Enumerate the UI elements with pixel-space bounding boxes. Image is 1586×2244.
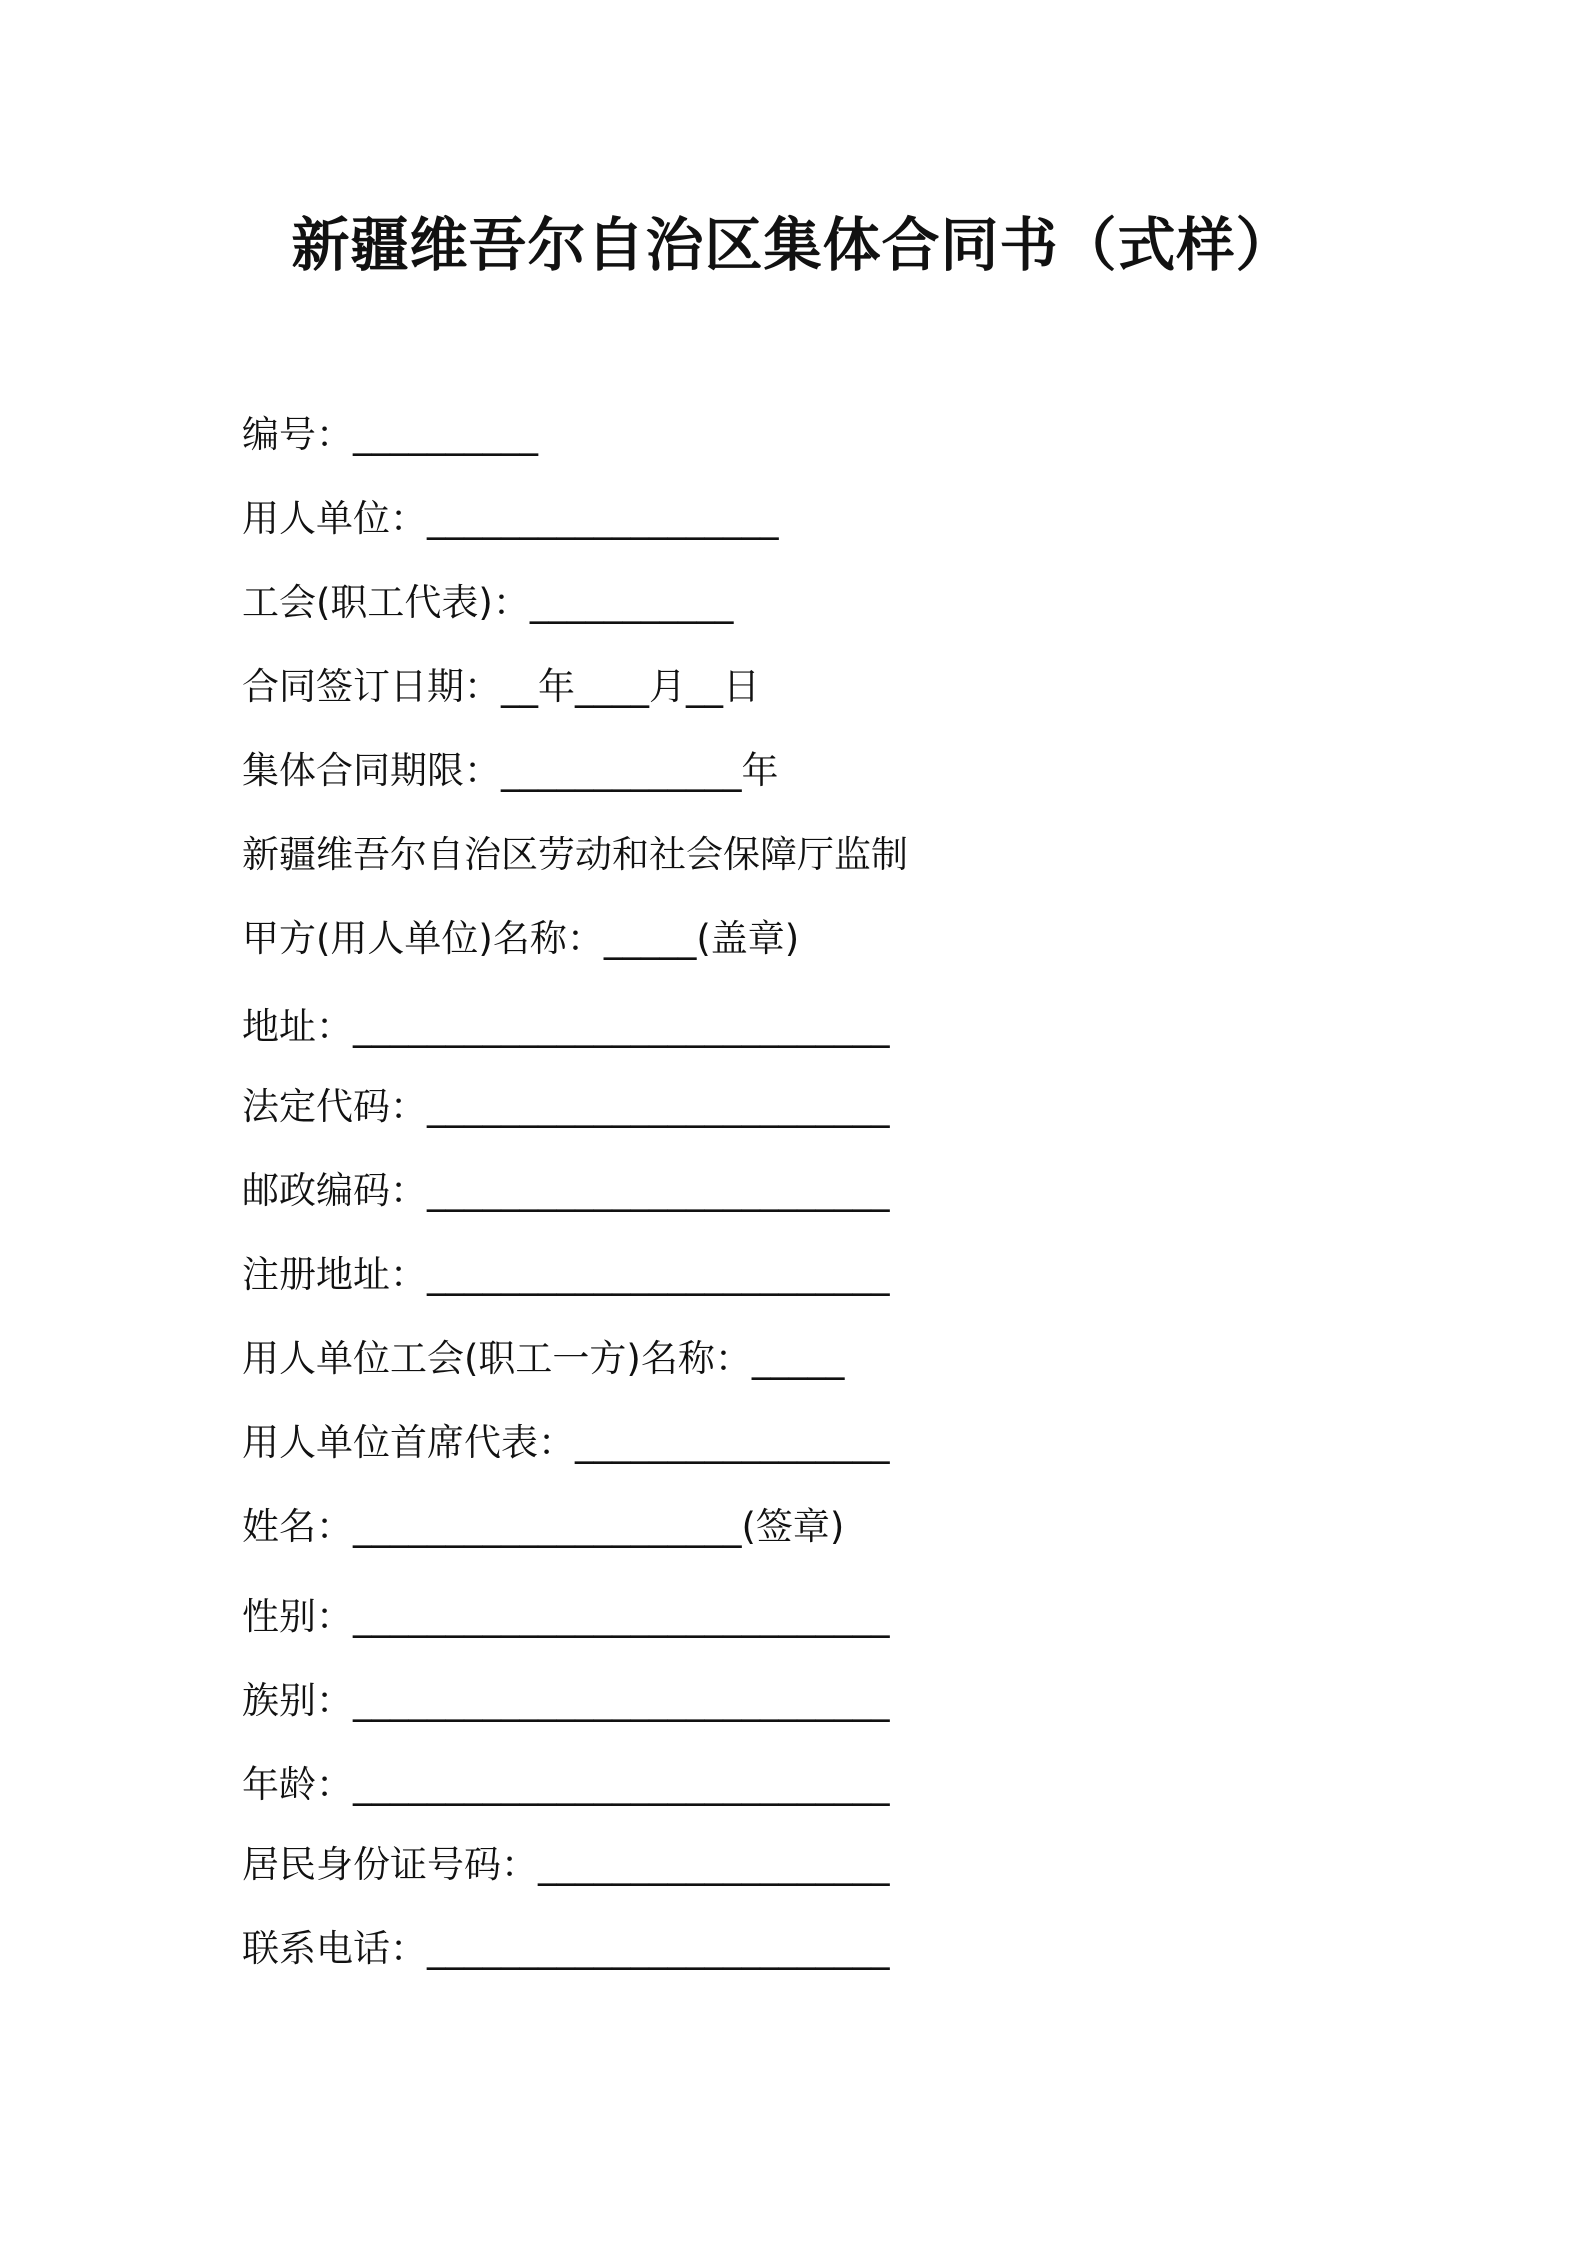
field-employer: 用人单位：___________________ <box>242 497 779 540</box>
document-title: 新疆维吾尔自治区集体合同书（式样） <box>291 211 1295 279</box>
field-union-name: 用人单位工会(职工一方)名称：_____ <box>242 1337 845 1380</box>
field-contract-term: 集体合同期限：_____________年 <box>242 749 779 792</box>
field-ethnicity: 族别：_____________________________ <box>242 1679 890 1722</box>
field-age: 年龄：_____________________________ <box>242 1763 890 1806</box>
field-name: 姓名：_____________________(签章) <box>242 1505 845 1548</box>
field-party-a-name: 甲方(用人单位)名称：_____(盖章) <box>242 917 800 960</box>
field-registered-address: 注册地址：_________________________ <box>242 1253 890 1296</box>
field-id-number: 居民身份证号码：___________________ <box>242 1843 890 1886</box>
field-postal-code: 邮政编码：_________________________ <box>242 1169 890 1212</box>
field-address: 地址：_____________________________ <box>242 1005 890 1048</box>
field-sign-date: 合同签订日期：__年____月__日 <box>242 665 760 708</box>
field-gender: 性别：_____________________________ <box>242 1595 890 1638</box>
field-union: 工会(职工代表)：___________ <box>242 581 734 624</box>
field-serial-number: 编号：__________ <box>242 413 538 456</box>
field-phone: 联系电话：_________________________ <box>242 1927 890 1970</box>
field-chief-representative: 用人单位首席代表：_________________ <box>242 1421 890 1464</box>
supervisor-note: 新疆维吾尔自治区劳动和社会保障厅监制 <box>242 833 908 876</box>
field-legal-code: 法定代码：_________________________ <box>242 1085 890 1128</box>
